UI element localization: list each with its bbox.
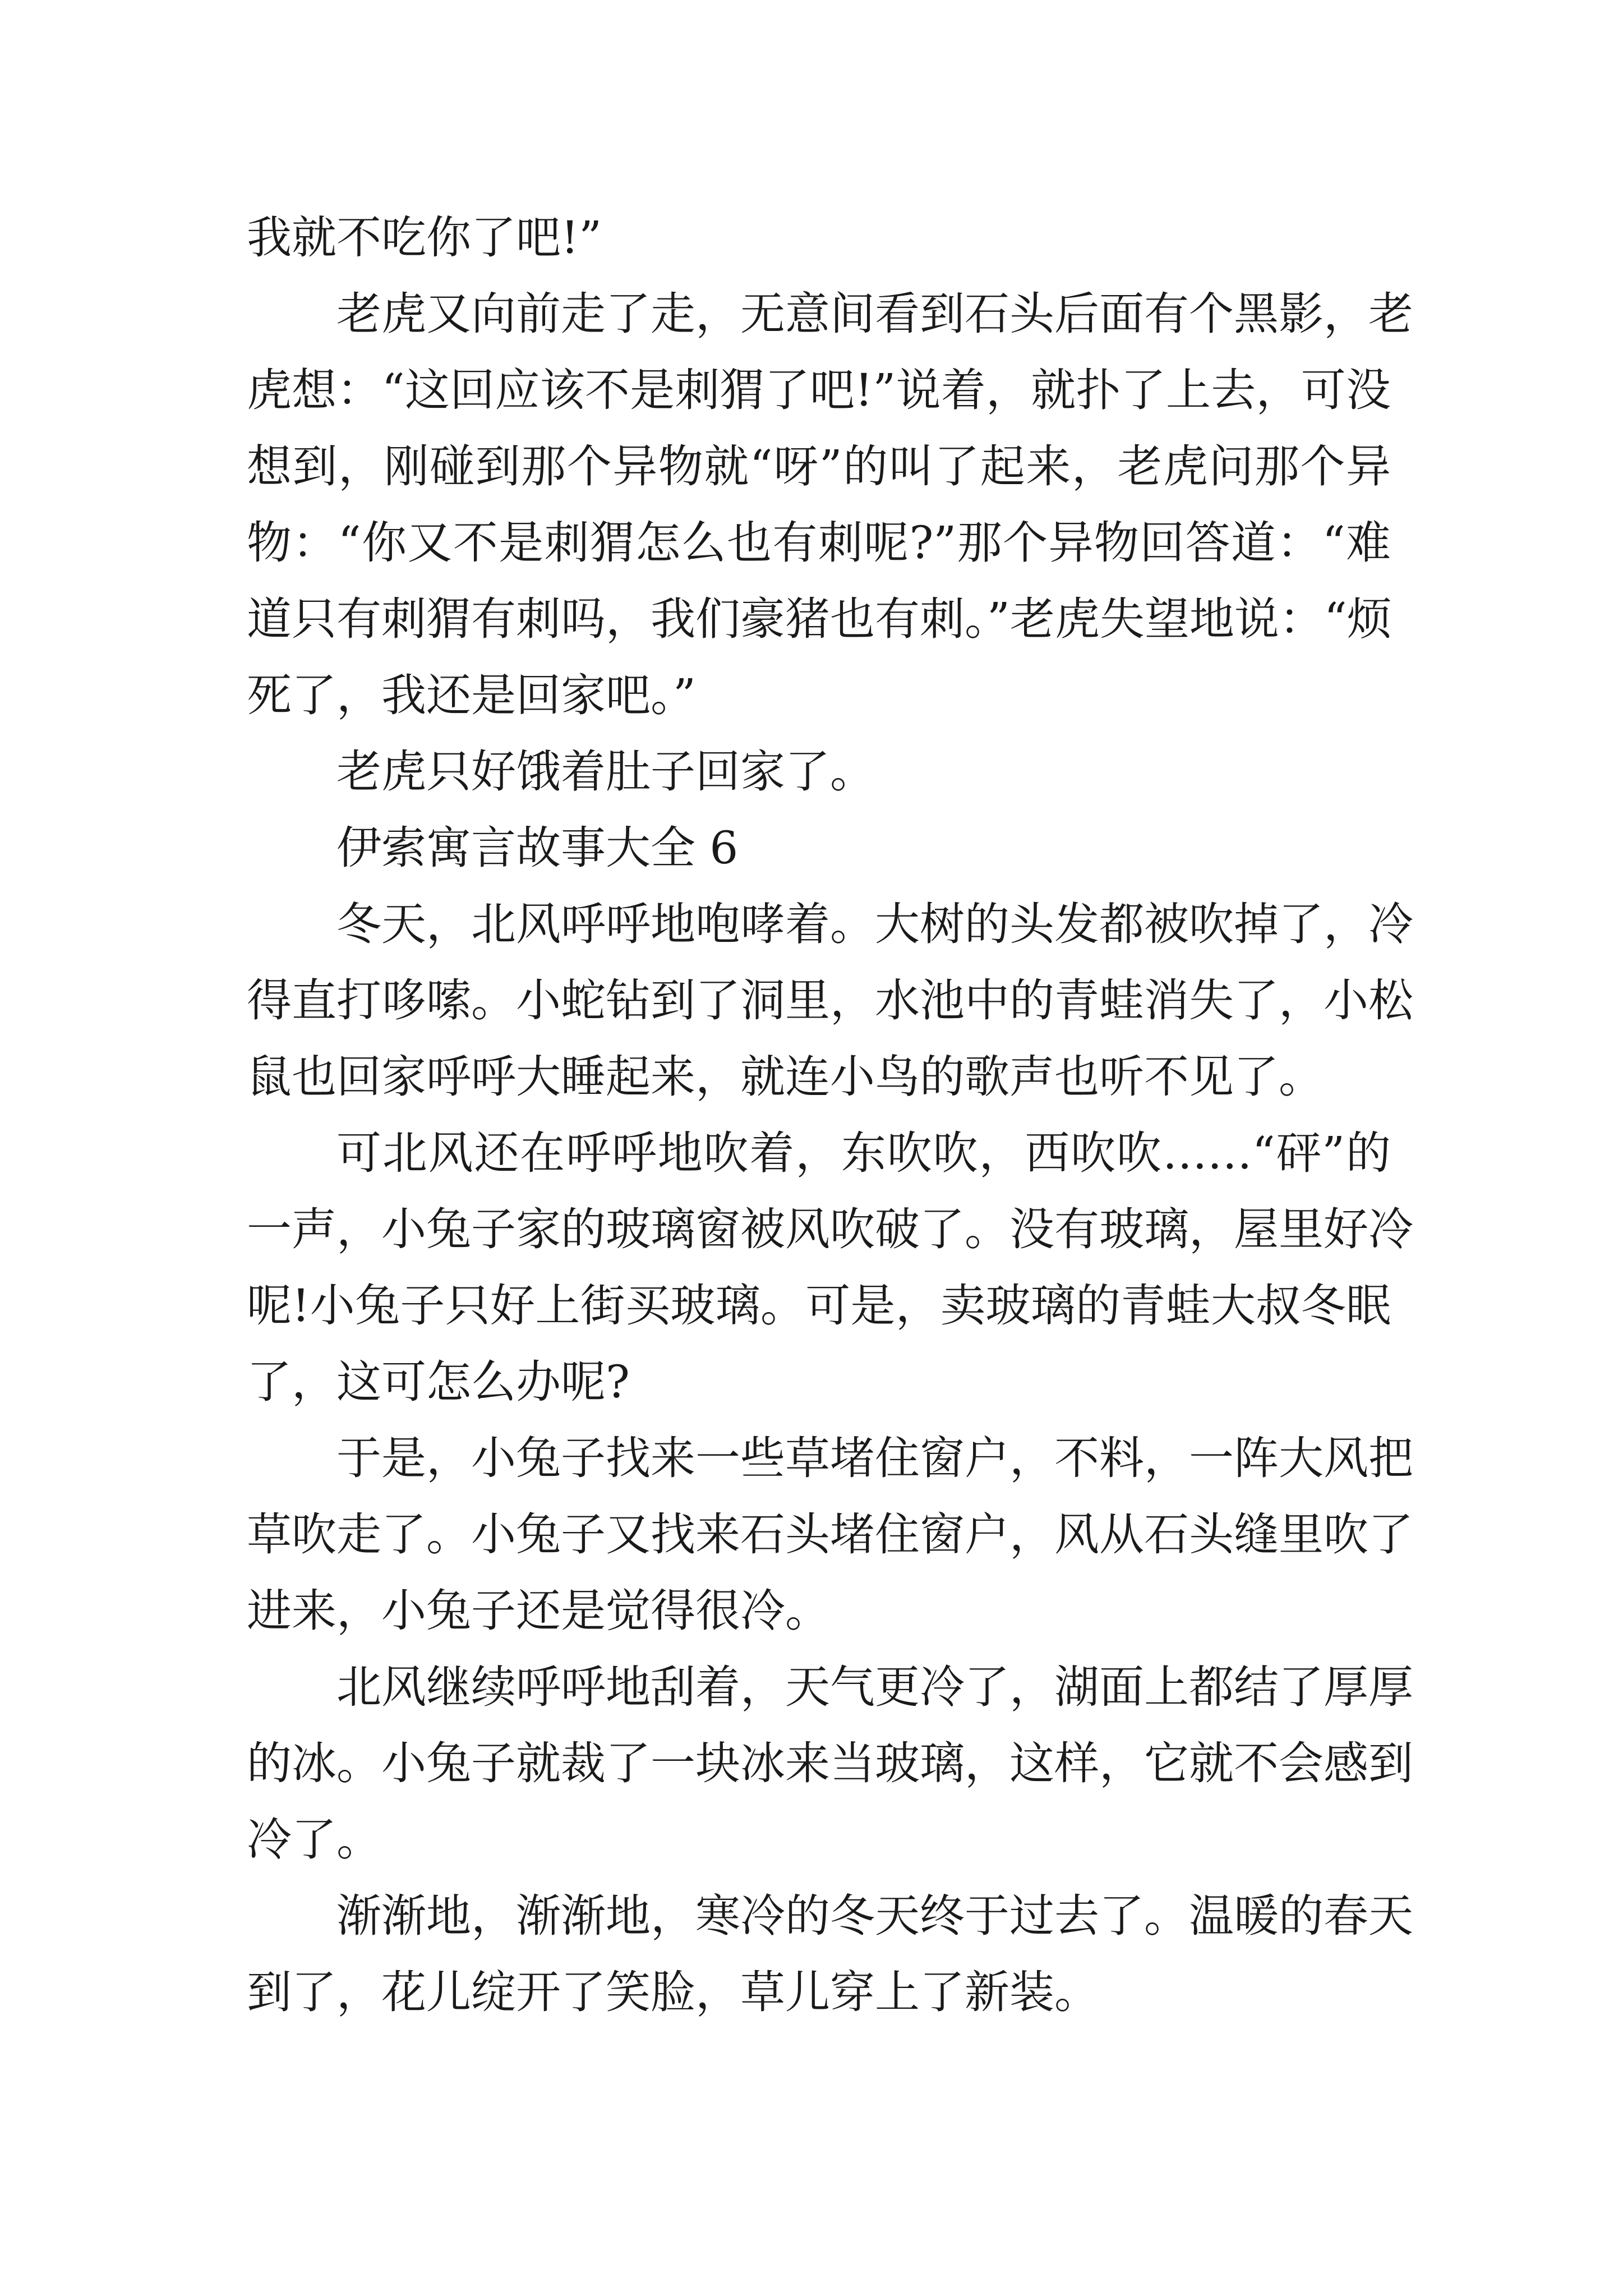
text-line: 于是，小兔子找来一些草堵住窗户，不料，一阵大风把 — [336, 1432, 1413, 1484]
document-body — [247, 200, 1413, 2031]
text-line: 进来，小兔子还是觉得很冷。 — [247, 1585, 830, 1637]
text-line: 想到，刚碰到那个异物就“呀”的叫了起来，老虎问那个异 — [247, 440, 1391, 493]
text-line: 渐渐地，渐渐地，寒冷的冬天终于过去了。温暖的春天 — [336, 1890, 1413, 1942]
text-line: 我就不吃你了吧!” — [247, 211, 602, 264]
paragraph — [247, 1420, 1413, 1649]
text-line: 到了，花儿绽开了笑脸，草儿穿上了新装。 — [247, 1966, 1099, 2018]
text-line: 得直打哆嗦。小蛇钻到了洞里，水池中的青蛙消失了，小松 — [247, 974, 1413, 1027]
text-line: 草吹走了。小兔子又找来石头堵住窗户，风从石头缝里吹了 — [247, 1508, 1413, 1561]
paragraph — [247, 734, 1391, 810]
text-line: 了，这可怎么办呢? — [247, 1356, 630, 1408]
text-line: 死了，我还是回家吧。” — [247, 669, 696, 721]
document-page — [247, 200, 1413, 2031]
text-line: 伊索寓言故事大全 6 — [336, 822, 739, 874]
text-line: 虎想：“这回应该不是刺猬了吧!”说着，就扑了上去，可没 — [247, 364, 1391, 416]
text-line: 北风继续呼呼地刮着，天气更冷了，湖面上都结了厚厚 — [336, 1661, 1413, 1713]
text-line: 道只有刺猬有刺吗，我们豪猪也有刺。”老虎失望地说：“烦 — [247, 593, 1392, 645]
text-line: 冬天，北风呼呼地咆哮着。大树的头发都被吹掉了，冷 — [336, 898, 1413, 950]
text-line: 可北风还在呼呼地吹着，东吹吹，西吹吹……“砰”的 — [336, 1127, 1391, 1179]
text-line: 老虎只好饿着肚子回家了。 — [336, 746, 875, 798]
paragraph — [247, 1649, 1413, 1878]
text-line: 鼠也回家呼呼大睡起来，就连小鸟的歌声也听不见了。 — [247, 1051, 1324, 1103]
text-line: 老虎又向前走了走，无意间看到石头后面有个黑影，老 — [336, 288, 1413, 340]
text-line: 冷了。 — [247, 1814, 381, 1866]
paragraph — [247, 200, 1391, 276]
paragraph — [247, 1115, 1413, 1420]
paragraph — [247, 886, 1413, 1115]
paragraph — [247, 810, 1391, 886]
text-line: 的冰。小兔子就裁了一块冰来当玻璃，这样，它就不会感到 — [247, 1737, 1413, 1789]
text-line: 呢!小兔子只好上街买玻璃。可是，卖玻璃的青蛙大叔冬眠 — [247, 1280, 1391, 1332]
paragraph — [247, 1878, 1413, 2031]
text-line: 物：“你又不是刺猬怎么也有刺呢?”那个异物回答道：“难 — [247, 517, 1391, 569]
paragraph — [247, 276, 1413, 734]
text-line: 一声，小兔子家的玻璃窗被风吹破了。没有玻璃，屋里好冷 — [247, 1203, 1413, 1255]
